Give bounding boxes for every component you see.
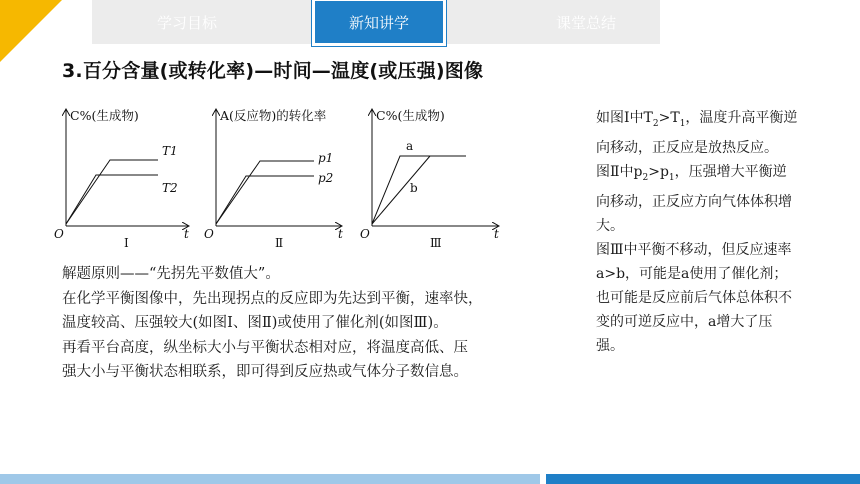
graph-1-lower-label: T2 <box>162 181 178 195</box>
graph-2-lower-label: p2 <box>318 171 334 185</box>
graph-2-ylabel: A(反应物)的转化率 <box>220 108 327 123</box>
explanation-line: 温度较高、压强较大(如图Ⅰ、图Ⅱ)或使用了催化剂(如图Ⅲ)。 <box>62 315 448 331</box>
side-notes <box>596 106 798 358</box>
bottom-bar-gap <box>540 474 546 484</box>
graph-1-xlabel: t <box>184 227 189 241</box>
tab-class-summary[interactable]: 课堂总结 <box>555 13 616 32</box>
graph-3-origin: O <box>360 227 370 241</box>
graph-2-origin: O <box>204 227 214 241</box>
graph-1 <box>54 108 189 250</box>
section-heading: 3.百分含量(或转化率)—时间—温度(或压强)图像 <box>62 60 484 82</box>
tab-new-knowledge[interactable]: 新知讲学 <box>312 0 446 46</box>
explanation-line: 在化学平衡图像中，先出现拐点的反应即为先达到平衡，速率快， <box>62 290 483 307</box>
graph-2-upper-line <box>216 161 314 224</box>
graph-1-origin: O <box>54 227 64 241</box>
graphs-svg <box>46 104 506 254</box>
graph-3-line-a <box>372 156 466 224</box>
side-note-3: 图Ⅲ中平衡不移动，但反应速率a>b，可能是a使用了催化剂；也可能是反应前后气体总体积不变的可逆反应中，a增大了压强。 <box>596 241 792 354</box>
side-note-2: 图Ⅱ中$p_2>p_1$，压强增大平衡逆向移动，正反应方向气体体积增大。 <box>596 163 792 234</box>
explanation-line: 强大小与平衡状态相联系，即可得到反应热或气体分子数信息。 <box>62 364 468 380</box>
bottom-bar-light <box>0 474 540 484</box>
tab-learning-goals[interactable]: 学习目标 <box>156 13 217 32</box>
explanation-text <box>62 262 592 385</box>
tab-bar <box>92 0 660 44</box>
bottom-bar <box>0 474 860 484</box>
graph-3-label-b: b <box>410 181 418 195</box>
graph-2 <box>204 108 343 250</box>
graph-1-lower-line <box>66 175 158 224</box>
graph-3-xlabel: t <box>494 227 499 241</box>
graph-2-lower-line <box>216 176 314 224</box>
graph-figures <box>46 104 506 254</box>
graph-3-roman: Ⅲ <box>430 236 442 250</box>
graph-1-roman: Ⅰ <box>124 236 129 250</box>
graph-1-upper-line <box>66 160 158 224</box>
graph-1-ylabel: C%(生成物) <box>70 108 139 123</box>
graph-2-roman: Ⅱ <box>275 236 284 250</box>
side-note-1: 如图Ⅰ中$T_2>T_1$，温度升高平衡逆向移动，正反应是放热反应。 <box>596 110 798 156</box>
explanation-line: 解题原则——“先拐先平数值大”。 <box>62 266 280 282</box>
graph-3-ylabel: C%(生成物) <box>376 108 445 123</box>
corner-decoration <box>0 0 62 62</box>
graph-2-xlabel: t <box>338 227 343 241</box>
graph-3-label-a: a <box>406 139 414 153</box>
explanation-line: 再看平台高度，纵坐标大小与平衡状态相对应，将温度高低、压 <box>62 339 468 356</box>
graph-1-upper-label: T1 <box>162 144 178 158</box>
graph-2-upper-label: p1 <box>318 151 334 165</box>
graph-3 <box>360 108 499 250</box>
graph-3-line-b <box>372 156 430 224</box>
